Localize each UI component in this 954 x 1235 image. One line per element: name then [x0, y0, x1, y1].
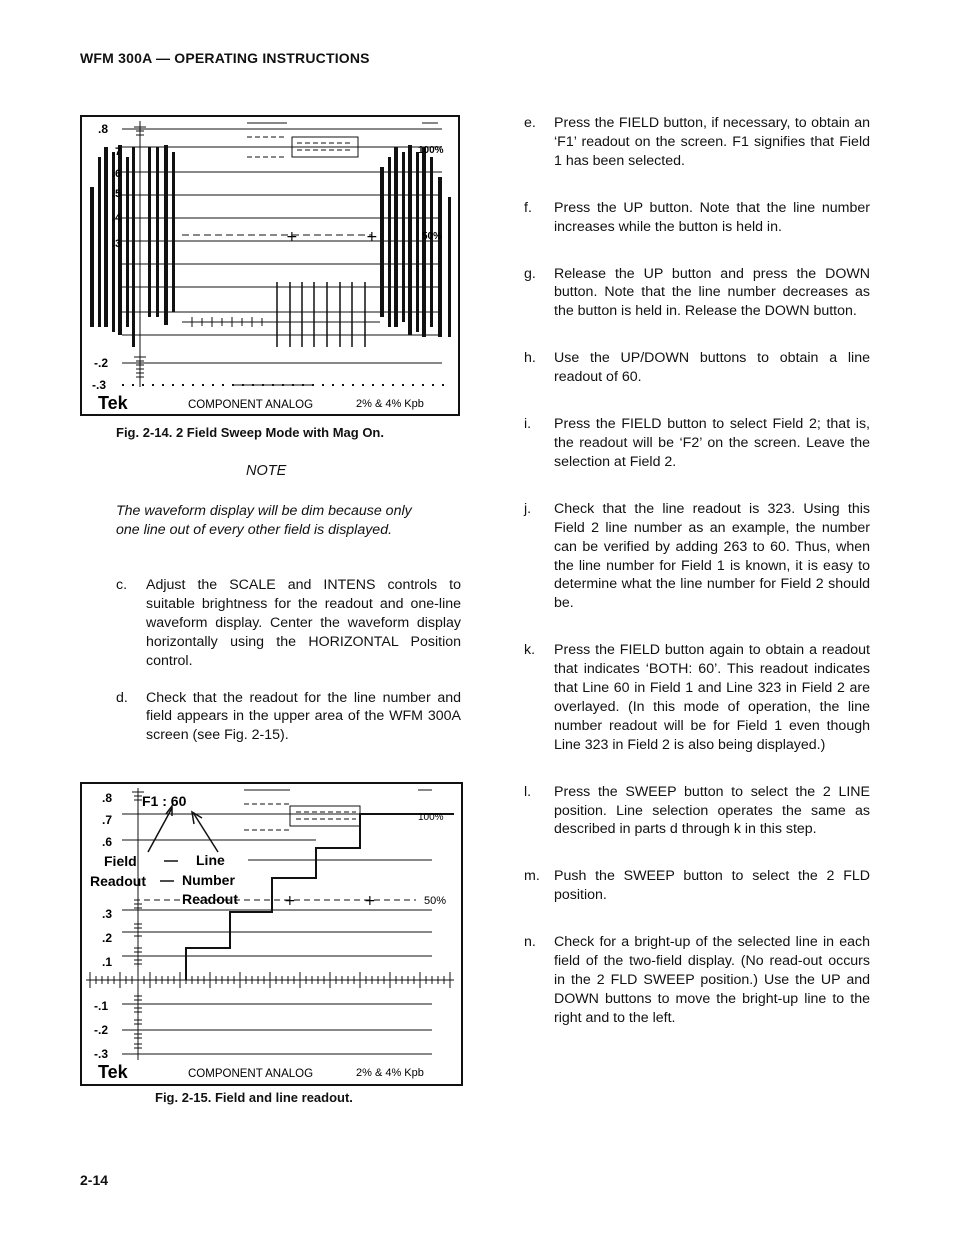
page-header: WFM 300A — OPERATING INSTRUCTIONS [80, 50, 370, 66]
svg-text:+: + [366, 229, 378, 245]
step-text: Press the FIELD button again to obtain a readout that indicates ‘BOTH: 60’. This readout indicates that Line 60 in Field 1 and Line 323 in Field 2 are overlayed. (In this mode of operation, the line number readout will be for Field 1 even though Line 323 in Field 2 is also being displayed.) [554, 642, 870, 753]
step-label: j. [524, 500, 532, 517]
scale-label-minus-0.1: -.1 [94, 999, 109, 1013]
step-text: Use the UP/DOWN buttons to obtain a line readout of 60. [554, 350, 870, 386]
step-label: e. [524, 115, 536, 131]
step-n [524, 933, 870, 1028]
step-label: m. [524, 868, 540, 885]
label-100-percent: 100% [418, 812, 444, 823]
step-d [116, 689, 461, 746]
step-label: n. [524, 934, 536, 951]
field-line-readout: F1 : 60 [142, 793, 187, 809]
step-text: Press the FIELD button to select Field 2; that is, the readout will be ‘F2’ on the screen. Leave the selection at Field 2. [554, 416, 870, 470]
scale-label-0.1: .1 [102, 955, 113, 969]
step-h [524, 349, 870, 387]
step-i [524, 415, 870, 472]
scale-label-0.5: .5 [112, 188, 122, 200]
step-label: i. [524, 416, 532, 433]
scale-label-0.8: .8 [98, 122, 109, 136]
step-label: h. [524, 350, 536, 367]
step-text: Check that the line readout is 323. Using this Field 2 line number as an example, the number can be verified by adding 263 to 60. Thus, when the line number for Field 1 is known, it is easy to determine what the line number for Field 2 should be. [554, 500, 870, 612]
scale-label-0.8: .8 [102, 791, 113, 805]
svg-text:+: + [284, 893, 296, 909]
label-50-percent: 50% [422, 231, 443, 242]
number-label: Number [182, 872, 235, 888]
figure-2-14 [80, 115, 460, 416]
field-sweep-waveform [82, 117, 458, 414]
step-text: Push the SWEEP button to select the 2 FLD position. [554, 868, 870, 904]
step-label: c. [116, 577, 128, 593]
readout-label: Readout [90, 873, 146, 889]
readout-label-2: Readout [182, 891, 238, 907]
step-text: Press the FIELD button, if necessary, to obtain an ‘F1’ readout on the screen. F1 signifies that Field 1 has been selected. [554, 115, 870, 169]
label-50-percent: 50% [424, 895, 447, 907]
note-title: NOTE [246, 463, 287, 479]
scale-label-0.6: .6 [102, 835, 113, 849]
mode-label: COMPONENT ANALOG [188, 1068, 314, 1080]
tek-logo: Tek [98, 1062, 128, 1082]
left-step-list [116, 576, 461, 745]
fig-2-15-caption: Fig. 2-15. Field and line readout. [155, 1090, 353, 1105]
scale-label-minus-0.2: -.2 [94, 1023, 109, 1037]
scale-label-0.4: .4 [112, 212, 122, 224]
page-number: 2-14 [80, 1172, 109, 1188]
scale-label-minus-0.2: -.2 [94, 356, 109, 370]
spec-label: 2% & 4% Kpb [356, 1067, 424, 1079]
step-k [524, 641, 870, 754]
scale-label-0.2: .2 [102, 931, 113, 945]
fig-2-14-caption: Fig. 2-14. 2 Field Sweep Mode with Mag On. [116, 425, 384, 440]
step-text: Check for a bright-up of the selected line in each field of the two-field display. (No read-out occurs in the 2 FLD SWEEP position.) Use the UP and DOWN buttons to move the bright-up line to the right and to the left. [554, 934, 870, 1026]
step-l [524, 783, 870, 840]
step-label: g. [524, 265, 536, 282]
tek-logo: Tek [98, 393, 128, 413]
step-c [116, 576, 461, 671]
step-label: f. [524, 199, 532, 216]
line-label: Line [196, 852, 225, 868]
step-text: Press the UP button. Note that the line number increases while the button is held in. [554, 199, 870, 235]
note-body: The waveform display will be dim because only one line out of every other field is displayed. [116, 503, 412, 538]
step-j [524, 500, 870, 613]
svg-text:+: + [364, 893, 376, 909]
step-e [524, 114, 870, 171]
scale-label-0.6: .6 [112, 168, 122, 180]
scale-label-0.3: .3 [102, 907, 113, 921]
scale-label-minus-0.3: -.3 [92, 378, 107, 392]
right-step-list [524, 114, 870, 1028]
step-f [524, 199, 870, 237]
scale-label-0.7: .7 [112, 146, 122, 158]
step-label: k. [524, 642, 536, 659]
field-label: Field [104, 853, 137, 869]
spec-label: 2% & 4% Kpb [356, 398, 424, 410]
scale-label-0.7: .7 [102, 813, 113, 827]
step-label: d. [116, 689, 128, 706]
scale-label-minus-0.3: -.3 [94, 1047, 109, 1061]
step-text: Release the UP button and press the DOWN button. Note that the line number decreases as the button is held in. Release the DOWN button. [554, 265, 870, 320]
step-label: l. [524, 783, 532, 800]
step-g [524, 265, 870, 322]
step-text: Adjust the SCALE and INTENS controls to suitable brightness for the readout and one-line waveform display. Center the waveform display horizontally using the HORIZONTAL Position control. [146, 577, 461, 669]
step-text: Check that the readout for the line number and field appears in the upper area of the WFM 300A screen (see Fig. 2-15). [146, 689, 461, 744]
figure-2-15 [80, 782, 463, 1086]
svg-text:+: + [286, 229, 298, 245]
mode-label: COMPONENT ANALOG [188, 399, 314, 411]
field-line-readout-diagram [82, 784, 461, 1084]
label-100-percent: 100% [418, 145, 444, 156]
step-m [524, 867, 870, 905]
scale-label-0.3: .3 [112, 238, 122, 250]
step-text: Press the SWEEP button to select the 2 LINE position. Line selection operates the same as described in parts d through k in this step. [554, 783, 870, 838]
